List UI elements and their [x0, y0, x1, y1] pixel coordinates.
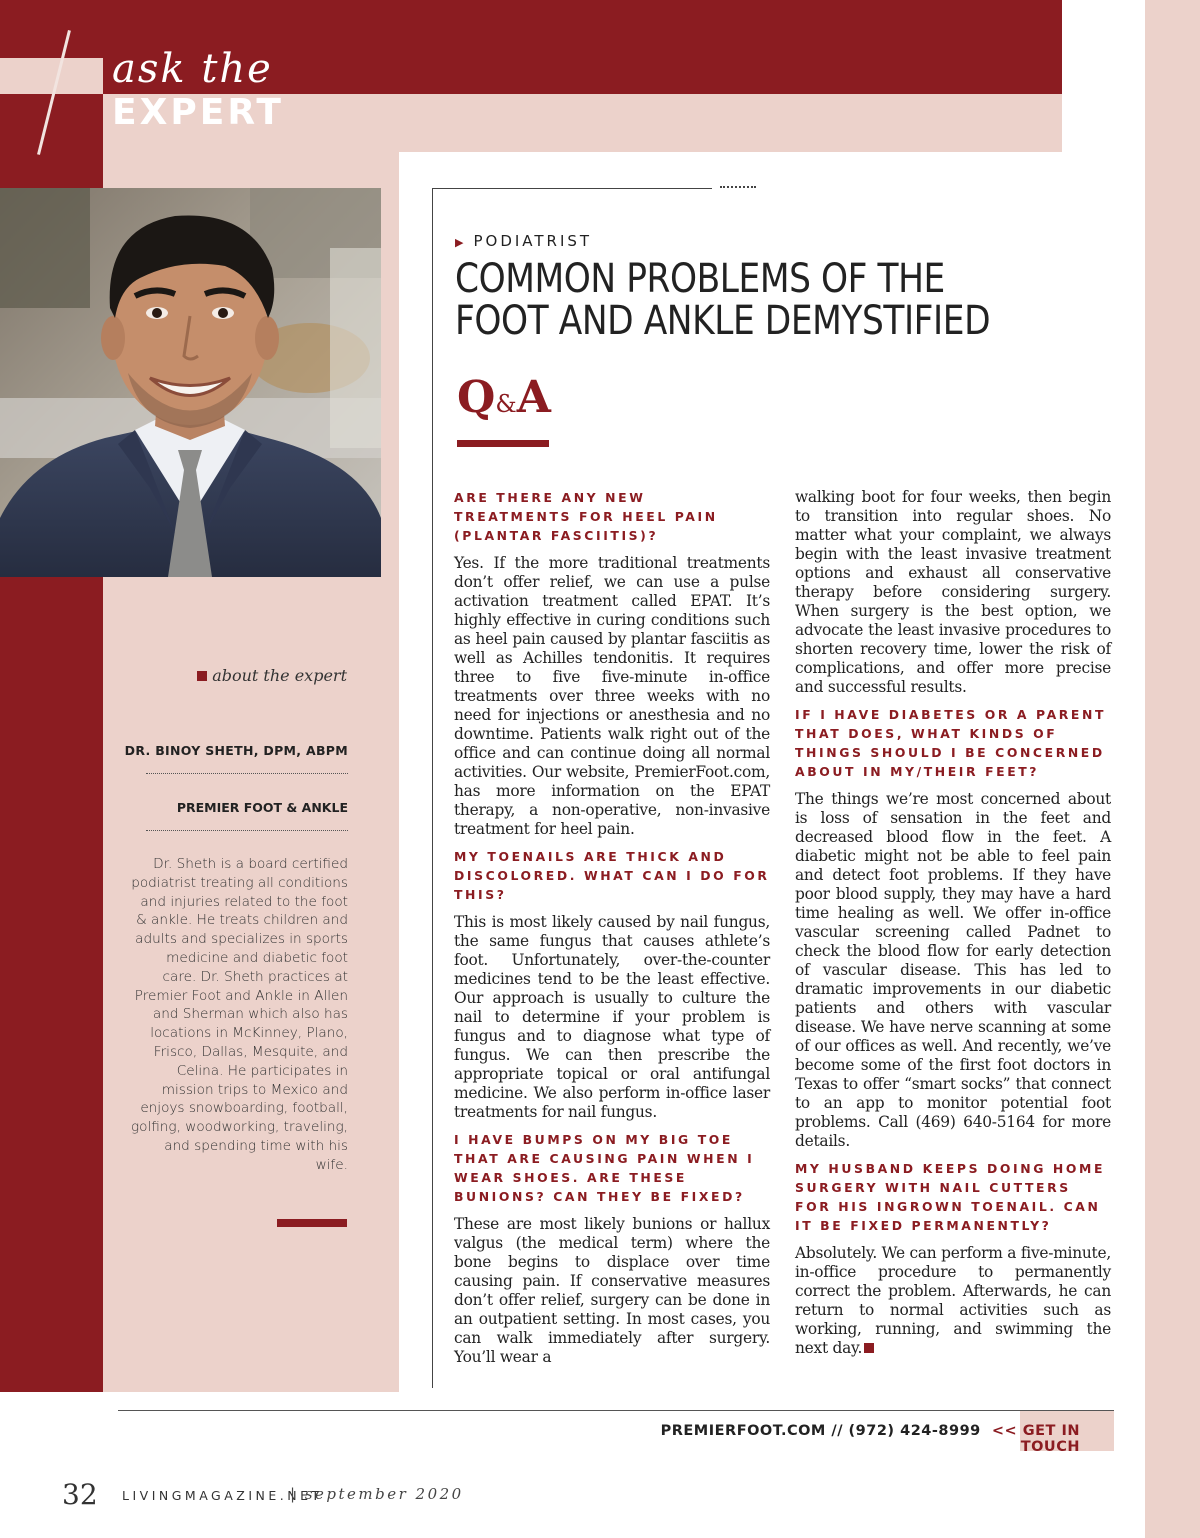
answer-text-continued: walking boot for four weeks, then begin to transition into regular shoes. No matter what your complaint, we always begin with the least invasive treatment options and exhaust all conservative therapy before considering surgery. When surgery is the best option, we advocate the least invasive procedures to shorten recovery time, lower the risk of complications, and offer more precise and successful results.: [795, 488, 1111, 696]
about-the-expert-label: [150, 666, 347, 685]
bio-end-bar: [277, 1219, 347, 1227]
get-in-touch-link[interactable]: << GET IN TOUCH: [991, 1423, 1080, 1455]
header-pink-notch: [0, 58, 103, 94]
contact-info[interactable]: PREMIERFOOT.COM // (972) 424-8999: [660, 1423, 981, 1439]
article-headline: COMMON PROBLEMS OF THE FOOT AND ANKLE DEMYSTIFIED: [455, 256, 991, 344]
question-heading: MY TOENAILS ARE THICK AND DISCOLORED. WHAT CAN I DO FOR THIS?: [454, 849, 770, 902]
footer-contact: [600, 1423, 1080, 1455]
issue-date: | september 2020: [290, 1485, 464, 1503]
right-edge-strip: [1145, 0, 1200, 1538]
answer-text-final: [795, 1244, 1111, 1358]
dotted-divider: [146, 773, 348, 774]
expert-portrait-photo: [0, 188, 381, 577]
question-heading: MY HUSBAND KEEPS DOING HOME SURGERY WITH NAIL CUTTERS FOR HIS INGROWN TOENAIL. CAN IT BE FIXED PERMANENTLY?: [795, 1161, 1106, 1233]
header-red-corner: [0, 0, 103, 58]
square-bullet-icon: [197, 671, 207, 681]
question-heading: I HAVE BUMPS ON MY BIG TOE THAT ARE CAUSING PAIN WHEN I WEAR SHOES. ARE THESE BUNIONS? CAN THEY BE FIXED?: [454, 1132, 755, 1204]
answer-text: Yes. If the more traditional treatments don’t offer relief, we can use a pulse activation treatment called EPAT. It’s highly effective in curing conditions such as heel pain caused by plantar fasciitis as well as Achilles tendonitis. It requires three to five five-minute in-office treatments over three weeks with no need for injections or anesthesia and no downtime. Patients walk right out of the office and can continue doing all normal activities. Our website, PremierFoot.com, has more information on the EPAT therapy, a non-operative, non-invasive treatment for heel pain.: [454, 554, 770, 838]
qa-logo: [457, 372, 551, 423]
qa-logo-a: A: [516, 372, 551, 423]
qa-underline-bar: [457, 440, 549, 447]
end-mark-icon: [864, 1343, 874, 1353]
article-frame-top-rule: [432, 188, 712, 189]
magazine-site: LIVINGMAGAZINE.NET: [122, 1488, 323, 1503]
qa-logo-amp: &: [495, 390, 517, 418]
about-label-text: about the expert: [212, 666, 347, 685]
article-frame-dots: [720, 186, 756, 188]
question-heading: ARE THERE ANY NEW TREATMENTS FOR HEEL PAIN (PLANTAR FASCIITIS)?: [454, 490, 718, 543]
article-category: [455, 232, 592, 250]
article-frame-vertical-rule: [432, 188, 433, 1388]
answer-text: The things we’re most concerned about is loss of sensation in the feet and decreased blood flow in the feet. A diabetic might not be able to feel pain and detect foot problems. If they have poor blood supply, they may have a hard time healing as well. We offer in-office vascular screening called Padnet to check the blood flow for early detection of vascular disease. This has led to dramatic improvements in our diabetic patients and others with vascular disease. We have nerve scanning at some of our offices as well. And recently, we’ve become some of the first foot doctors in Texas to offer “smart socks” that connect to an app to monitor potential foot problems. Call (469) 640-5164 for more details.: [795, 790, 1111, 1150]
triangle-bullet-icon: ▶: [455, 236, 464, 249]
page-number: 32: [62, 1478, 98, 1511]
dotted-divider: [146, 830, 348, 831]
article-column-left: [454, 488, 770, 1375]
answer-final-text: Absolutely. We can perform a five-minute, in-office procedure to permanently correct the problem. Afterwards, he can return to normal activities such as working, running, and swimming the next day.: [795, 1244, 1111, 1357]
expert-bio: Dr. Sheth is a board certified podiatrist treating all conditions and injuries related to the foot & ankle. He treats children and adults and specializes in sports medicine and diabetic foot care. Dr. Sheth practices at Premier Foot and Ankle in Allen and Sherman which also has locations in McKinney, Plano, Frisco, Dallas, Mesquite, and Celina. He participates in mission trips to Mexico and enjoys snowboarding, football, golfing, woodworking, traveling, and spending time with his wife.: [130, 856, 348, 1173]
section-kicker-script: ask the: [112, 46, 273, 92]
article-column-right: [795, 488, 1111, 1366]
expert-practice-name: PREMIER FOOT & ANKLE: [176, 800, 348, 815]
category-label: PODIATRIST: [473, 232, 593, 250]
answer-text: These are most likely bunions or hallux valgus (the medical term) where the bone begins to displace over time causing pain. If conservative measures don’t offer relief, surgery can be done in an outpatient setting. In most cases, you can walk immediately after surgery. You’ll wear a: [454, 1215, 770, 1366]
qa-logo-q: Q: [457, 372, 496, 423]
expert-name: DR. BINOY SHETH, DPM, ABPM: [124, 743, 348, 758]
left-red-column-lower: [0, 577, 103, 1392]
footer-rule: [118, 1410, 1114, 1411]
answer-text: This is most likely caused by nail fungus, the same fungus that causes athlete’s foot. Unfortunately, over-the-counter medicines tend to be the least effective. Our approach is usually to culture the nail to determine if your problem is fungus and to diagnose what type of fungus. We can then prescribe the appropriate topical or oral antifungal medicine. We also perform in-office laser treatments for nail fungus.: [454, 913, 770, 1121]
question-heading: IF I HAVE DIABETES OR A PARENT THAT DOES, WHAT KINDS OF THINGS SHOULD I BE CONCERNED ABOUT IN MY/THEIR FEET?: [795, 707, 1106, 779]
section-kicker-bold: EXPERT: [112, 92, 284, 133]
